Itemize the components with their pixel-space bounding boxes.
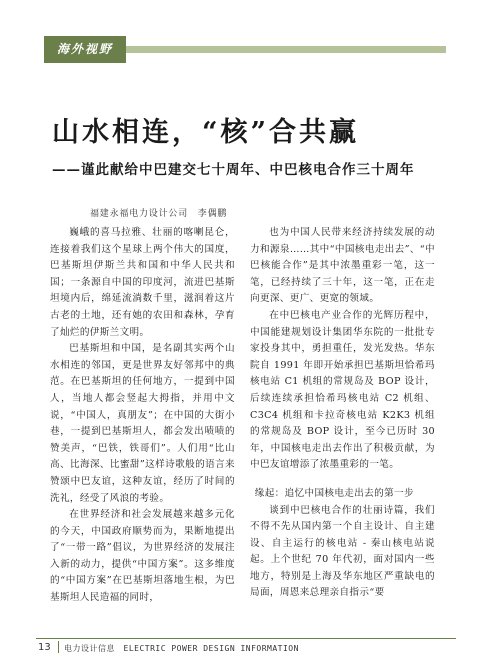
paragraph: 在中巴核电产业合作的光辉历程中，中国能建规划设计集团华东院的一批批专家投身其中，勇担重任，发光发热。华东院自 1991 年即开始承担巴基斯坦恰希玛核电站 C1 机组的常规岛及 BOP 设计，后续连续承担恰希玛核电站 C2 机组、C3C4 机组和卡拉奇核电站 K2K3 机组的常规岛及 BOP 设计，至今已历时 30 年，中国核电走出去作出了积极贡献，为中巴友谊增添了浓墨重彩的一笔。 [250, 309, 435, 471]
article-subtitle: ——谨此献给中巴建交七十周年、中巴核电合作三十周年 [52, 162, 415, 178]
section-tag: 海外视野 [44, 36, 126, 63]
right-column [250, 225, 435, 602]
page-number: 13 [38, 642, 51, 653]
article-title: 山水相连，“核”合共赢 [52, 117, 360, 148]
footer-separator [58, 641, 59, 653]
paragraph: 在世界经济和社会发展越来越多元化的今天，中国政府顺势而为，果断地提出了“一带一路”倡议，为世界经济的发展注入新的动力，提供“中国方案”。这多维度的“中国方案”在巴基斯坦落地生根，为巴基斯坦人民造福的同时， [50, 509, 235, 604]
left-column [50, 225, 235, 607]
author-byline: 福建永福电力设计公司 李偶鹏 [90, 209, 228, 219]
section-tag-bar [126, 46, 446, 53]
paragraph: 也为中国人民带来经济持续发展的动力和源泉……其中“中国核电走出去”、“中巴核能合作”是其中浓墨重彩一笔，这一笔，已经持续了三十年，这一笔，正在走向更深、更广、更宽的领域。 [250, 227, 435, 305]
paragraph: 谈到中巴核电合作的壮丽诗篇，我们不得不先从国内第一个自主设计、自主建设、自主运行的核电站 - 秦山核电站说起。上个世纪 70 年代初，面对国内一些地方，特别是上海及华东地区严重缺电的局面，周恩来总理亲自指示“要 [250, 504, 435, 599]
publication-name: 电力设计信息 ELECTRIC POWER DESIGN INFORMATION [64, 644, 299, 653]
section-subheading: 缘起：追忆中国核电走出去的第一步 [254, 487, 414, 499]
paragraph: 巍峨的喜马拉雅、壮丽的喀喇昆仑，连接着我们这个星球上两个伟大的国度，巴基斯坦伊斯兰共和国和中华人民共和国；一条源自中国的印度河，流进巴基斯坦境内后，绵延流淌数千里，滋润着这片古老的土地，还有她的农田和森林，孕育了灿烂的伊斯兰文明。 [50, 227, 235, 338]
paragraph: 巴基斯坦和中国，是名副其实两个山水相连的邻国，更是世界友好邻邦中的典范。在巴基斯坦的任何地方，一提到中国人，当地人都会竖起大拇指，并用中文说，“中国人，真朋友”；在中国的大街小巷，一提到巴基斯坦人，都会发出啧啧的赞美声，“巴铁，铁哥们”。人们用“比山高、比海深、比蜜甜”这样诗歌般的语言来赞颂中巴友谊，这种友谊，经历了时间的洗礼，经受了风浪的考验。 [50, 343, 235, 504]
footer-rule [36, 638, 456, 639]
